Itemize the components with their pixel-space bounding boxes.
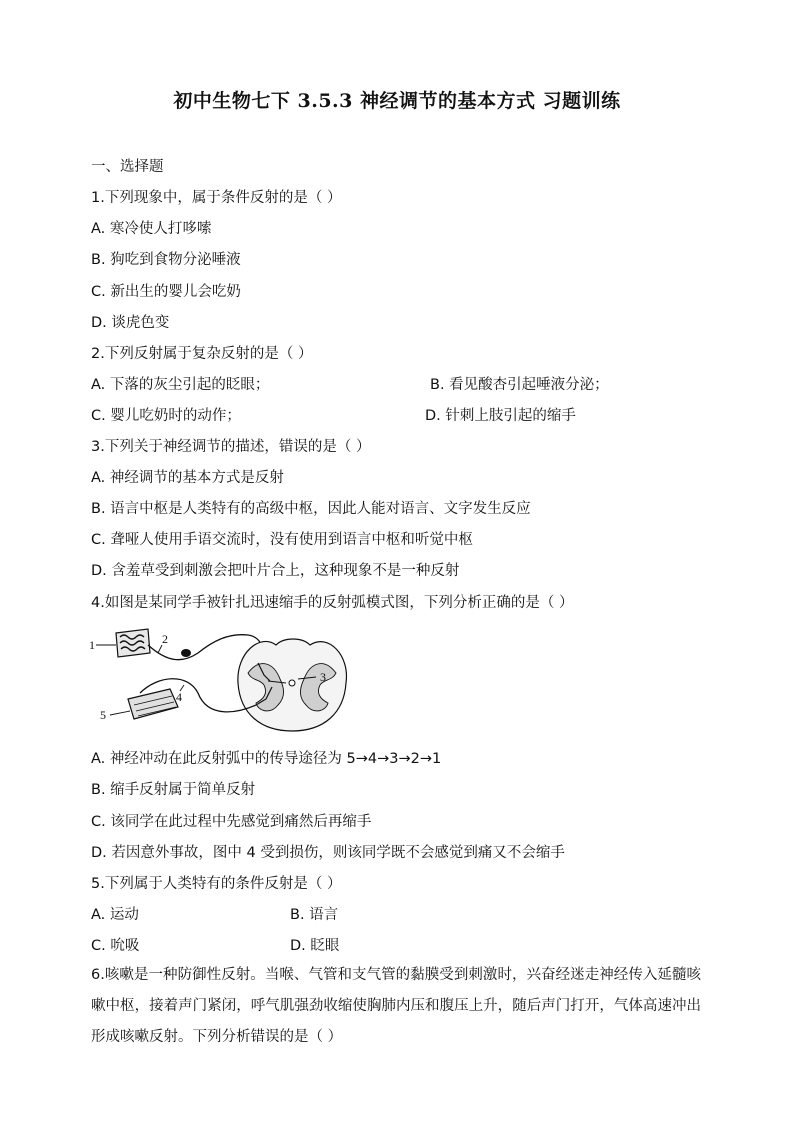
diagram-label-5: 5 [100, 708, 106, 722]
question-5-stem: 5.下列属于人类特有的条件反射是（ ） [91, 876, 342, 892]
question-6-stem: 6.咳嗽是一种防御性反射。当喉、气管和支气管的黏膜受到刺激时，兴奋经迷走神经传入延髓咳嗽中枢，接着声门紧闭，呼气肌强劲收缩使胸肺内压和腹压上升，随后声门打开，气体高速冲出形成咳嗽反射。下列分析错误的是（ ） [91, 967, 701, 1045]
question-3-option-a: A. 神经调节的基本方式是反射 [91, 470, 284, 486]
receptor-skin-block [116, 629, 150, 657]
question-5-option-b: B. 语言 [290, 907, 339, 923]
question-2-stem: 2.下列反射属于复杂反射的是（ ） [91, 346, 313, 362]
question-2-option-d: D. 针刺上肢引起的缩手 [425, 408, 576, 424]
question-1-stem: 1.下列现象中，属于条件反射的是（ ） [91, 190, 342, 206]
effector-muscle [128, 689, 178, 719]
question-3-option-d: D. 含羞草受到刺激会把叶片合上，这种现象不是一种反射 [91, 563, 460, 579]
question-1-option-a: A. 寒冷使人打哆嗦 [91, 221, 212, 237]
question-4-option-d: D. 若因意外事故，图中 4 受到损伤，则该同学既不会感觉到痛又不会缩手 [91, 845, 565, 861]
question-5-option-d: D. 眨眼 [290, 938, 340, 954]
question-5-option-c: C. 吮吸 [91, 938, 140, 954]
question-4-option-c: C. 该同学在此过程中先感觉到痛然后再缩手 [91, 814, 372, 830]
question-2-option-c: C. 婴儿吃奶时的动作； [91, 408, 241, 424]
page-title: 初中生物七下 3.5.3 神经调节的基本方式 习题训练 [173, 90, 621, 112]
diagram-label-2: 2 [162, 632, 168, 646]
question-3-option-c: C. 聋哑人使用手语交流时，没有使用到语言中枢和听觉中枢 [91, 532, 473, 548]
question-3-stem: 3.下列关于神经调节的描述，错误的是（ ） [91, 439, 371, 455]
spinal-cord-section [238, 639, 347, 731]
question-4-stem: 4.如图是某同学手被针扎迅速缩手的反射弧模式图，下列分析正确的是（ ） [91, 595, 574, 611]
question-1-option-b: B. 狗吃到食物分泌唾液 [91, 252, 241, 268]
section-heading: 一、选择题 [91, 159, 164, 175]
question-4-option-b: B. 缩手反射属于简单反射 [91, 782, 256, 798]
diagram-label-1: 1 [89, 638, 95, 652]
question-4-option-a: A. 神经冲动在此反射弧中的传导途径为 5→4→3→2→1 [91, 751, 442, 767]
reflex-arc-diagram [88, 623, 348, 733]
question-1-option-d: D. 谈虎色变 [91, 315, 170, 331]
diagram-label-4: 4 [176, 690, 182, 704]
question-2-option-b: B. 看见酸杏引起唾液分泌； [430, 377, 609, 393]
question-2-option-a: A. 下落的灰尘引起的眨眼； [91, 377, 270, 393]
question-5-option-a: A. 运动 [91, 907, 139, 923]
diagram-label-3: 3 [320, 670, 326, 684]
question-3-option-b: B. 语言中枢是人类特有的高级中枢，因此人能对语言、文字发生反应 [91, 501, 531, 517]
question-1-option-c: C. 新出生的婴儿会吃奶 [91, 284, 241, 300]
